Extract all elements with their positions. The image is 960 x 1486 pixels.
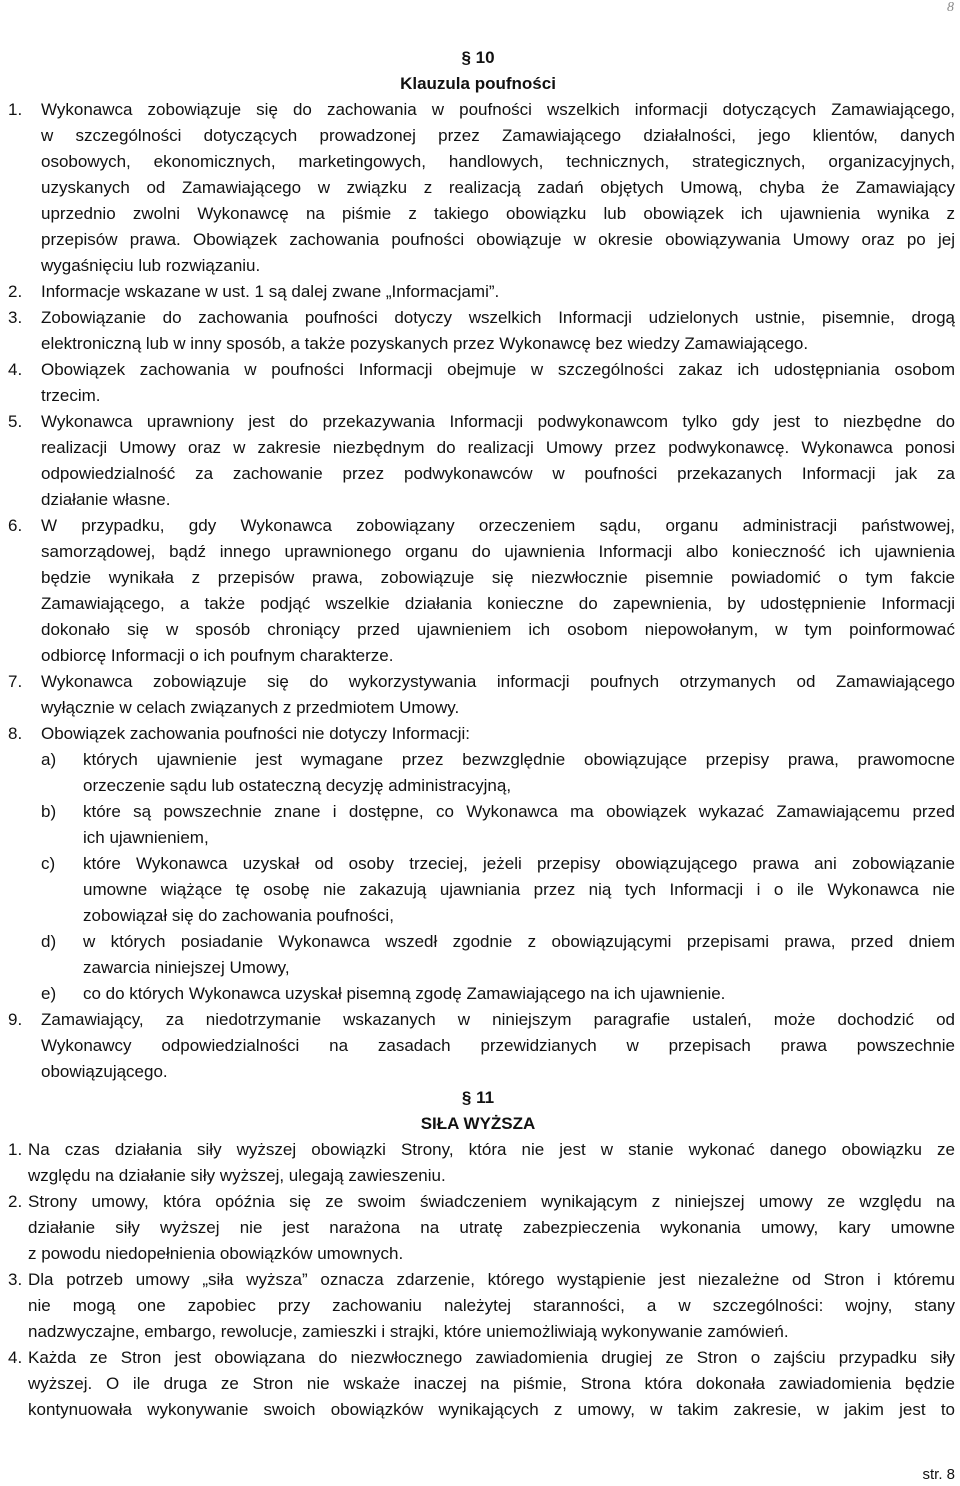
text-line: zawarcia niniejszej Umowy, bbox=[83, 958, 290, 977]
clause-item bbox=[0, 1189, 960, 1267]
text-line: osobowych, ekonomicznych, marketingowych, handlowych, technicznych, strategicznych, organizacyjnych, bbox=[41, 152, 955, 171]
sub-item bbox=[41, 929, 955, 981]
item-number: 4. bbox=[8, 1348, 23, 1367]
text-line: wyłącznie w celach związanych z przedmiotem Umowy. bbox=[41, 698, 460, 717]
text-line: które Wykonawca uzyskał od osoby trzeciej, jeżeli przepisy obowiązującego prawa ani zobowiązanie bbox=[83, 854, 955, 873]
text-line: elektroniczną lub w inny sposób, a także pozyskanych przez Wykonawcę bez wiedzy Zamawiającego. bbox=[41, 334, 809, 353]
sub-item-letter: e) bbox=[41, 984, 57, 1003]
sub-item-letter: a) bbox=[41, 750, 57, 769]
text-line: Wykonawca zobowiązuje się do zachowania w poufności wszelkich informacji dotyczących Zamawiającego, bbox=[41, 100, 955, 119]
item-number: 3. bbox=[8, 1270, 23, 1289]
item-number: 7. bbox=[8, 672, 23, 691]
text-line: odpowiedzialność za zachowanie przez podwykonawców w poufności przekazanych Informacji jak za bbox=[41, 464, 955, 483]
text-line: przepisów prawa. Obowiązek zachowania poufności obowiązuje w okresie obowiązywania Umowy oraz po jej bbox=[41, 230, 955, 249]
text-line: których ujawnienie jest wymagane przez bezwzględnie obowiązujące przepisy prawa, prawomocne bbox=[83, 750, 955, 769]
text-line: samorządowej, bądź innego uprawnionego organu do ujawnienia Informacji albo konieczność ich ujawnienia bbox=[41, 542, 955, 561]
text-line: Zobowiązanie do zachowania poufności dotyczy wszelkich Informacji udzielonych ustnie, pisemnie, drogą bbox=[41, 308, 955, 327]
text-line: dokonało się w sposób chroniący przed ujawnieniem ich osobom niepowołanym, w tym poinformować bbox=[41, 620, 955, 639]
text-line: zobowiązał się do zachowania poufności, bbox=[83, 906, 394, 925]
text-line: uprzednio zwolni Wykonawcę na piśmie z takiego obowiązku lub obowiązek ich ujawnienia wynika z bbox=[41, 204, 955, 223]
sub-item bbox=[41, 851, 955, 929]
document-content bbox=[0, 45, 960, 1423]
sub-item-letter: c) bbox=[41, 854, 56, 873]
page-footer: str. 8 bbox=[922, 1466, 955, 1483]
sub-item-letter: d) bbox=[41, 932, 57, 951]
text-line: ich ujawnieniem, bbox=[83, 828, 209, 847]
text-line: trzecim. bbox=[41, 386, 101, 405]
clause-item bbox=[0, 1007, 960, 1085]
text-line: które są powszechnie znane i dostępne, co Wykonawca ma obowiązek wykazać Zamawiającemu przed bbox=[83, 802, 955, 821]
text-line: Wykonawca zobowiązuje się do wykorzystywania informacji poufnych otrzymanych od Zamawiającego bbox=[41, 672, 955, 691]
item-number: 8. bbox=[8, 724, 23, 743]
text-line: realizacji Umowy oraz w zakresie niezbędnym do realizacji Umowy przez podwykonawcę. Wykonawca ponosi bbox=[41, 438, 955, 457]
section-symbol: § 11 bbox=[461, 1088, 495, 1107]
text-line: Na czas działania siły wyższej obowiązki Strony, która nie jest w stanie wykonać danego obowiązku ze bbox=[28, 1140, 955, 1159]
sub-item bbox=[41, 747, 955, 799]
text-line: wyższej. O ile druga ze Stron nie wskaże inaczej na piśmie, Strona która dokonała zawiadomienia będzie bbox=[28, 1374, 955, 1393]
sub-item bbox=[41, 799, 955, 851]
text-line: Informacje wskazane w ust. 1 są dalej zwane „Informacjami”. bbox=[41, 282, 500, 301]
sub-item bbox=[41, 981, 955, 1007]
text-line: Każda ze Stron jest obowiązana do niezwłocznego zawiadomienia drugiej ze Stron o zajściu przypadku siły bbox=[28, 1348, 955, 1367]
text-line: co do których Wykonawca uzyskał pisemną zgodę Zamawiającego na ich ujawnienie. bbox=[83, 984, 726, 1003]
item-number: 1. bbox=[8, 1140, 23, 1159]
text-line: Dla potrzeb umowy „siła wyższa” oznacza zdarzenie, którego wystąpienie jest niezależne od Stron i któremu bbox=[28, 1270, 955, 1289]
item-number: 1. bbox=[8, 100, 23, 119]
clause-item bbox=[0, 669, 960, 721]
text-line: Zamawiającego, a także podjąć wszelkie działania konieczne do zapewnienia, by udostępnienie Informacji bbox=[41, 594, 955, 613]
clause-item bbox=[0, 279, 960, 305]
text-line: orzeczenie sądu lub ostateczną decyzję administracyjną, bbox=[83, 776, 512, 795]
section-symbol: § 10 bbox=[461, 48, 495, 67]
clause-item bbox=[0, 1345, 960, 1423]
item-number: 6. bbox=[8, 516, 23, 535]
clause-item bbox=[0, 97, 960, 279]
item-number: 2. bbox=[8, 282, 23, 301]
item-number: 2. bbox=[8, 1192, 23, 1211]
text-line: w których posiadanie Wykonawca wszedł zgodnie z obowiązującymi przepisami prawa, przed dniem bbox=[83, 932, 955, 951]
text-line: uzyskanych od Zamawiającego w związku z realizacją zadań objętych Umową, chyba że Zamawiający bbox=[41, 178, 955, 197]
text-line: działanie siły wyższej nie jest narażona na utratę zabezpieczenia wykonania umowy, kary umowne bbox=[28, 1218, 955, 1237]
text-line: Wykonawca uprawniony jest do przekazywania Informacji podwykonawcom tylko gdy jest to niezbędne do bbox=[41, 412, 955, 431]
text-line: Strony umowy, która opóźnia się ze swoim świadczeniem wynikającym z niniejszej umowy ze względu na bbox=[28, 1192, 955, 1211]
item-number: 4. bbox=[8, 360, 23, 379]
text-line: nie mogą one zapobiec przy zachowaniu należytej staranności, a w szczególności: wojny, stany bbox=[28, 1296, 955, 1315]
clause-item bbox=[0, 1137, 960, 1189]
text-line: wygaśnięciu lub rozwiązaniu. bbox=[41, 256, 261, 275]
clause-item bbox=[0, 513, 960, 669]
text-line: nadzwyczajne, embargo, rewolucje, zamieszki i strajki, które uniemożliwiają wykonywanie zamówień. bbox=[28, 1322, 789, 1341]
text-line: Obowiązek zachowania w poufności Informacji obejmuje w szczególności zakaz ich udostępniania osobom bbox=[41, 360, 955, 379]
text-line: umowne wiążące tę osobę nie zakazują ujawniania przez nią tych Informacji i o ile Wykonawca nie bbox=[83, 880, 955, 899]
clause-item bbox=[0, 305, 960, 357]
text-line: będzie wynikała z przepisów prawa, zobowiązuje się niezwłocznie pisemnie powiadomić o tym fakcie bbox=[41, 568, 955, 587]
clause-item bbox=[0, 721, 960, 1007]
text-line: W przypadku, gdy Wykonawca zobowiązany orzeczeniem sądu, organu administracji państwowej, bbox=[41, 516, 955, 535]
text-line: względu na działanie siły wyższej, ulegają zawieszeniu. bbox=[28, 1166, 446, 1185]
clause-item bbox=[0, 409, 960, 513]
page-number-header: 8 bbox=[947, 0, 954, 15]
text-line: obowiązującego. bbox=[41, 1062, 168, 1081]
text-line: odbiorcę Informacji o ich poufnym charakterze. bbox=[41, 646, 394, 665]
text-line: Wykonawcy odpowiedzialności na zasadach przewidzianych w przepisach prawa powszechnie bbox=[41, 1036, 955, 1055]
item-number: 9. bbox=[8, 1010, 23, 1029]
text-line: Zamawiający, za niedotrzymanie wskazanych w niniejszym paragrafie ustaleń, może dochodzić od bbox=[41, 1010, 955, 1029]
section-title: Klauzula poufności bbox=[400, 74, 556, 93]
item-number: 3. bbox=[8, 308, 23, 327]
item-number: 5. bbox=[8, 412, 23, 431]
clause-item bbox=[0, 1267, 960, 1345]
text-line: działanie własne. bbox=[41, 490, 171, 509]
section-title: SIŁA WYŻSZA bbox=[420, 1114, 536, 1133]
text-line: Obowiązek zachowania poufności nie dotyczy Informacji: bbox=[41, 724, 470, 743]
text-line: z powodu niedopełnienia obowiązków umownych. bbox=[28, 1244, 404, 1263]
sub-item-letter: b) bbox=[41, 802, 57, 821]
text-line: kontynuowała wykonywanie swoich obowiązków wynikających z umowy, w takim zakresie, w jakim jest to bbox=[28, 1400, 955, 1419]
text-line: w szczególności dotyczących prowadzonej przez Zamawiającego działalności, jego klientów, danych bbox=[41, 126, 955, 145]
clause-item bbox=[0, 357, 960, 409]
